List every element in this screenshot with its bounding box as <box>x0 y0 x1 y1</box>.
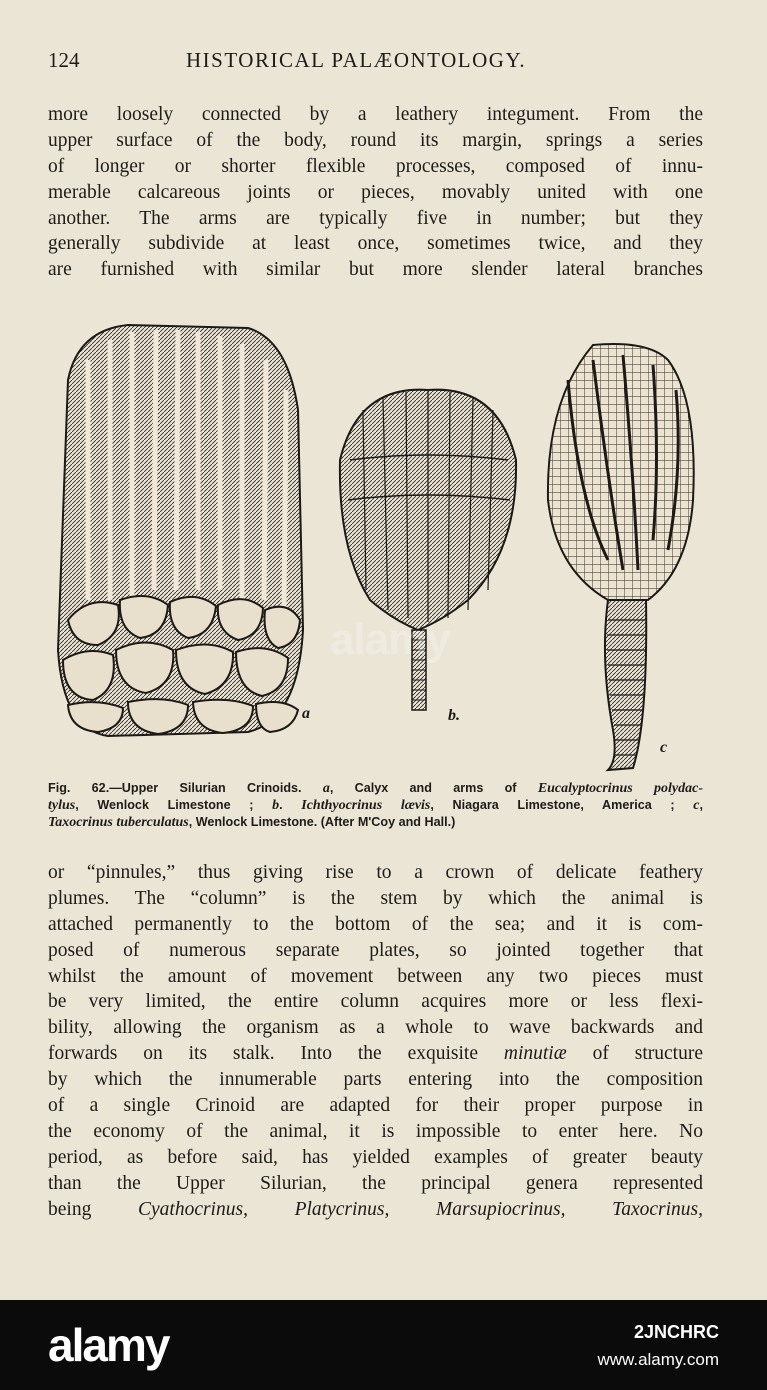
text-line: plumes. The “column” is the stem by which the animal is <box>48 887 703 909</box>
text-line: of longer or shorter flexible processes, composed of innu- <box>48 155 703 177</box>
figure-label-c: c <box>660 739 668 756</box>
text-line: by which the innumerable parts entering into the composition <box>48 1069 703 1091</box>
text-run: of structure <box>566 1043 704 1065</box>
paragraph-top <box>48 102 703 283</box>
figure-caption <box>48 780 703 831</box>
crinoid-c-drawing <box>548 344 694 770</box>
text-line: the economy of the animal, it is impossible to enter here. No <box>48 1120 703 1142</box>
crinoid-a-drawing <box>58 325 303 736</box>
caption-text: , Niagara Limestone, America ; <box>430 798 694 812</box>
paragraph-bottom <box>48 860 703 1222</box>
text-line: generally subdivide at least once, sometimes twice, and they <box>48 233 703 255</box>
text-run: forwards on its stalk. Into the exquisite <box>48 1043 504 1065</box>
text-line: posed of numerous separate plates, so jointed together that <box>48 939 703 961</box>
caption-text: , Calyx and arms of <box>329 781 538 795</box>
text-line: bility, allowing the organism as a whole to wave backwards and <box>48 1017 703 1039</box>
text-line <box>48 1041 703 1067</box>
site-url: www.alamy.com <box>597 1350 719 1369</box>
text-line <box>48 1197 703 1223</box>
image-id: 2JNCHRC <box>633 1322 719 1342</box>
caption-text: Ichthyocrinus lævis <box>301 798 431 813</box>
page-number: 124 <box>48 48 80 72</box>
text-line: upper surface of the body, round its margin, springs a series <box>48 129 703 151</box>
running-head: HISTORICAL PALÆONTOLOGY. <box>186 48 527 72</box>
caption-text: tylus <box>48 798 76 813</box>
text-line: merable calcareous joints or pieces, movably united with one <box>48 181 703 203</box>
caption-text: . <box>279 798 302 812</box>
caption-text: Fig. 62.—Upper Silurian Crinoids. <box>48 781 323 795</box>
caption-line <box>48 780 703 797</box>
figure-label-a: a <box>302 705 310 722</box>
caption-line <box>48 797 703 814</box>
alamy-logo: alamy <box>48 1319 169 1371</box>
text-line: attached permanently to the bottom of the sea; and it is com- <box>48 913 703 935</box>
caption-text: c <box>693 798 700 813</box>
text-line: be very limited, the entire column acquires more or less flexi- <box>48 991 703 1013</box>
caption-text: , Wenlock Limestone ; <box>75 798 273 812</box>
caption-text: a <box>322 781 330 796</box>
caption-line <box>48 814 703 831</box>
text-line: period, as before said, has yielded examples of greater beauty <box>48 1146 703 1168</box>
caption-text: , <box>699 798 703 812</box>
footer-banner <box>0 1300 767 1390</box>
text-run: being <box>48 1198 138 1220</box>
caption-text: , Wenlock Limestone. (After M'Coy and Hall.) <box>188 815 456 829</box>
figure-label-b: b. <box>448 707 460 724</box>
text-run: minutiæ <box>503 1043 567 1065</box>
watermark-text: alamy <box>330 615 450 664</box>
crinoid-illustration <box>48 300 713 780</box>
text-line: of a single Crinoid are adapted for their proper purpose in <box>48 1095 703 1117</box>
crinoid-engraving <box>48 300 713 780</box>
text-line: another. The arms are typically five in number; but they <box>48 207 703 229</box>
text-run: Cyathocrinus, Platycrinus, Marsupiocrinus, Taxocrinus, <box>137 1198 703 1220</box>
caption-text: b <box>272 798 280 813</box>
text-line: more loosely connected by a leathery integument. From the <box>48 104 703 125</box>
caption-text: Taxocrinus tuberculatus <box>48 815 189 830</box>
text-line: than the Upper Silurian, the principal genera represented <box>48 1172 703 1194</box>
page-header <box>48 48 703 78</box>
text-line: are furnished with similar but more slender lateral branches <box>48 259 703 281</box>
text-line: or “pinnules,” thus giving rise to a crown of delicate feathery <box>48 862 703 883</box>
text-line: whilst the amount of movement between any two pieces must <box>48 965 703 987</box>
caption-text: Eucalyptocrinus polydac- <box>537 781 703 796</box>
